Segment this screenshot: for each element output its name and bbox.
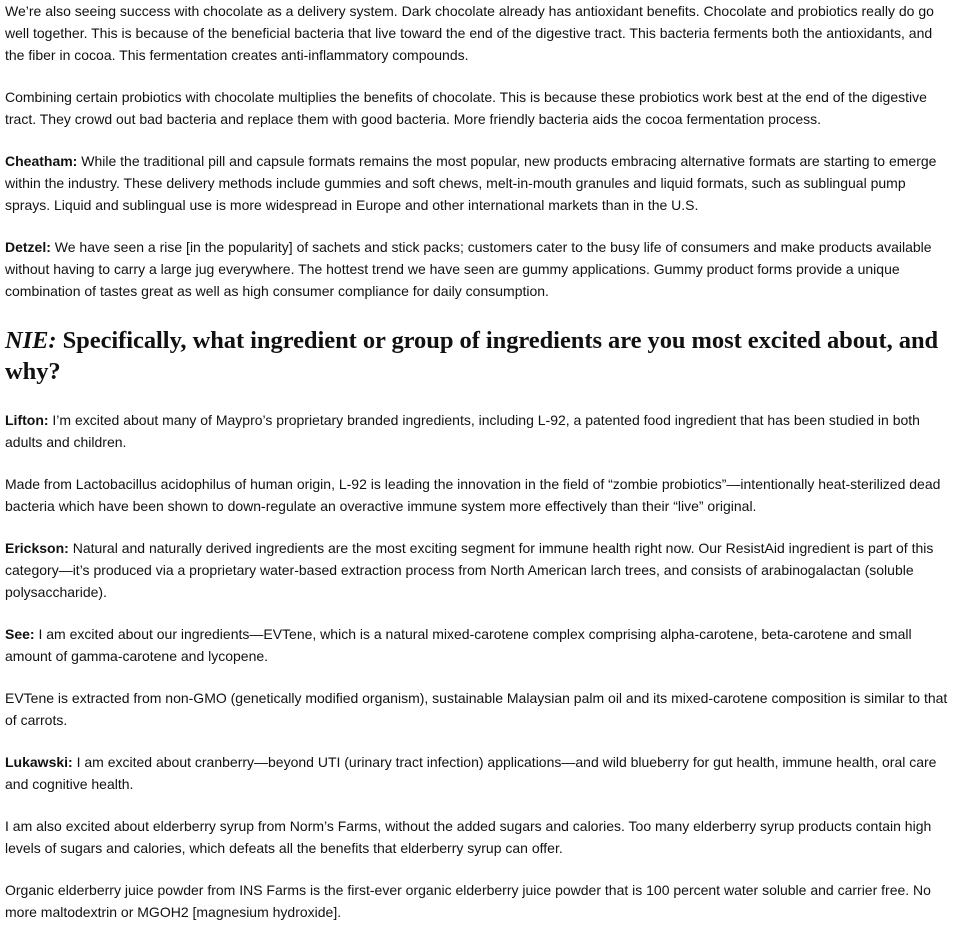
paragraph-l92: Made from Lactobacillus acidophilus of human origin, L-92 is leading the innovation in the field of “zombie probiotics”—intentionally heat-sterilized dead bacteria which have been shown to down-regulate an overactive immune system more effectively than their “live” original. bbox=[5, 476, 941, 514]
answer-text: I’m excited about many of Maypro’s proprietary branded ingredients, including L-92, a patented food ingredient that has been studied in both adults and children. bbox=[5, 412, 920, 450]
speaker-name: Lifton: bbox=[5, 412, 49, 428]
speaker-name: Detzel: bbox=[5, 239, 51, 255]
paragraph-elderberry-syrup: I am also excited about elderberry syrup from Norm’s Farms, without the added sugars and calories. Too many elderberry syrup products contain high levels of sugars and calories, which defeats all the benefits that elderberry syrup can offer. bbox=[5, 818, 932, 856]
answer-text: I am excited about our ingredients—EVTene, which is a natural mixed-carotene complex comprising alpha-carotene, beta-carotene and small amount of gamma-carotene and lycopene. bbox=[5, 626, 912, 664]
paragraph-chocolate-delivery: We’re also seeing success with chocolate as a delivery system. Dark chocolate already has antioxidant benefits. Chocolate and probiotics really do go well together. This is because of the beneficial bacteria that live toward the end of the digestive tract. This bacteria ferments both the antioxidants, and the fiber in cocoa. This fermentation creates anti-inflammatory compounds. bbox=[5, 3, 934, 63]
speaker-name: Cheatham: bbox=[5, 153, 78, 169]
answer-lifton bbox=[5, 409, 951, 453]
paragraph-evtene: EVTene is extracted from non-GMO (genetically modified organism), sustainable Malaysian palm oil and its mixed-carotene composition is similar to that of carrots. bbox=[5, 690, 948, 728]
paragraph-elderberry-powder: Organic elderberry juice powder from INS Farms is the first-ever organic elderberry juice powder that is 100 percent water soluble and carrier free. No more maltodextrin or MGOH2 [magnesium hydroxide]. bbox=[5, 882, 931, 920]
answer-cheatham bbox=[5, 150, 951, 216]
question-text: Specifically, what ingredient or group of ingredients are you most excited about, and why? bbox=[5, 327, 939, 385]
answer-text: While the traditional pill and capsule formats remains the most popular, new products embracing alternative formats are starting to emerge within the industry. These delivery methods include gummies and soft chews, melt-in-mouth granules and liquid formats, such as sublingual pump sprays. Liquid and sublingual use is more widespread in Europe and other international markets than in the U.S. bbox=[5, 153, 937, 213]
answer-text: I am excited about cranberry—beyond UTI (urinary tract infection) applications—and wild blueberry for gut health, immune health, oral care and cognitive health. bbox=[5, 754, 937, 792]
answer-text: Natural and naturally derived ingredients are the most exciting segment for immune health right now. Our ResistAid ingredient is part of this category—it’s produced via a proprietary water-based extraction process from North American larch trees, and consists of arabinogalactan (soluble polysaccharide). bbox=[5, 540, 934, 600]
question-prefix: NIE: bbox=[5, 327, 57, 354]
speaker-name: See: bbox=[5, 626, 35, 642]
speaker-name: Lukawski: bbox=[5, 754, 73, 770]
answer-detzel bbox=[5, 236, 951, 302]
interview-question-heading bbox=[5, 325, 951, 387]
answer-see bbox=[5, 623, 951, 667]
speaker-name: Erickson: bbox=[5, 540, 69, 556]
answer-text: We have seen a rise [in the popularity] of sachets and stick packs; customers cater to the busy life of consumers and make products available without having to carry a large jug everywhere. The hottest trend we have seen are gummy applications. Gummy product forms provide a unique combination of tastes great as well as high consumer compliance for daily consumption. bbox=[5, 239, 932, 299]
paragraph-probiotics-chocolate: Combining certain probiotics with chocolate multiplies the benefits of chocolate. This is because these probiotics work best at the end of the digestive tract. They crowd out bad bacteria and replace them with good bacteria. More friendly bacteria aids the cocoa fermentation process. bbox=[5, 89, 927, 127]
answer-lukawski bbox=[5, 751, 951, 795]
answer-erickson bbox=[5, 537, 951, 603]
